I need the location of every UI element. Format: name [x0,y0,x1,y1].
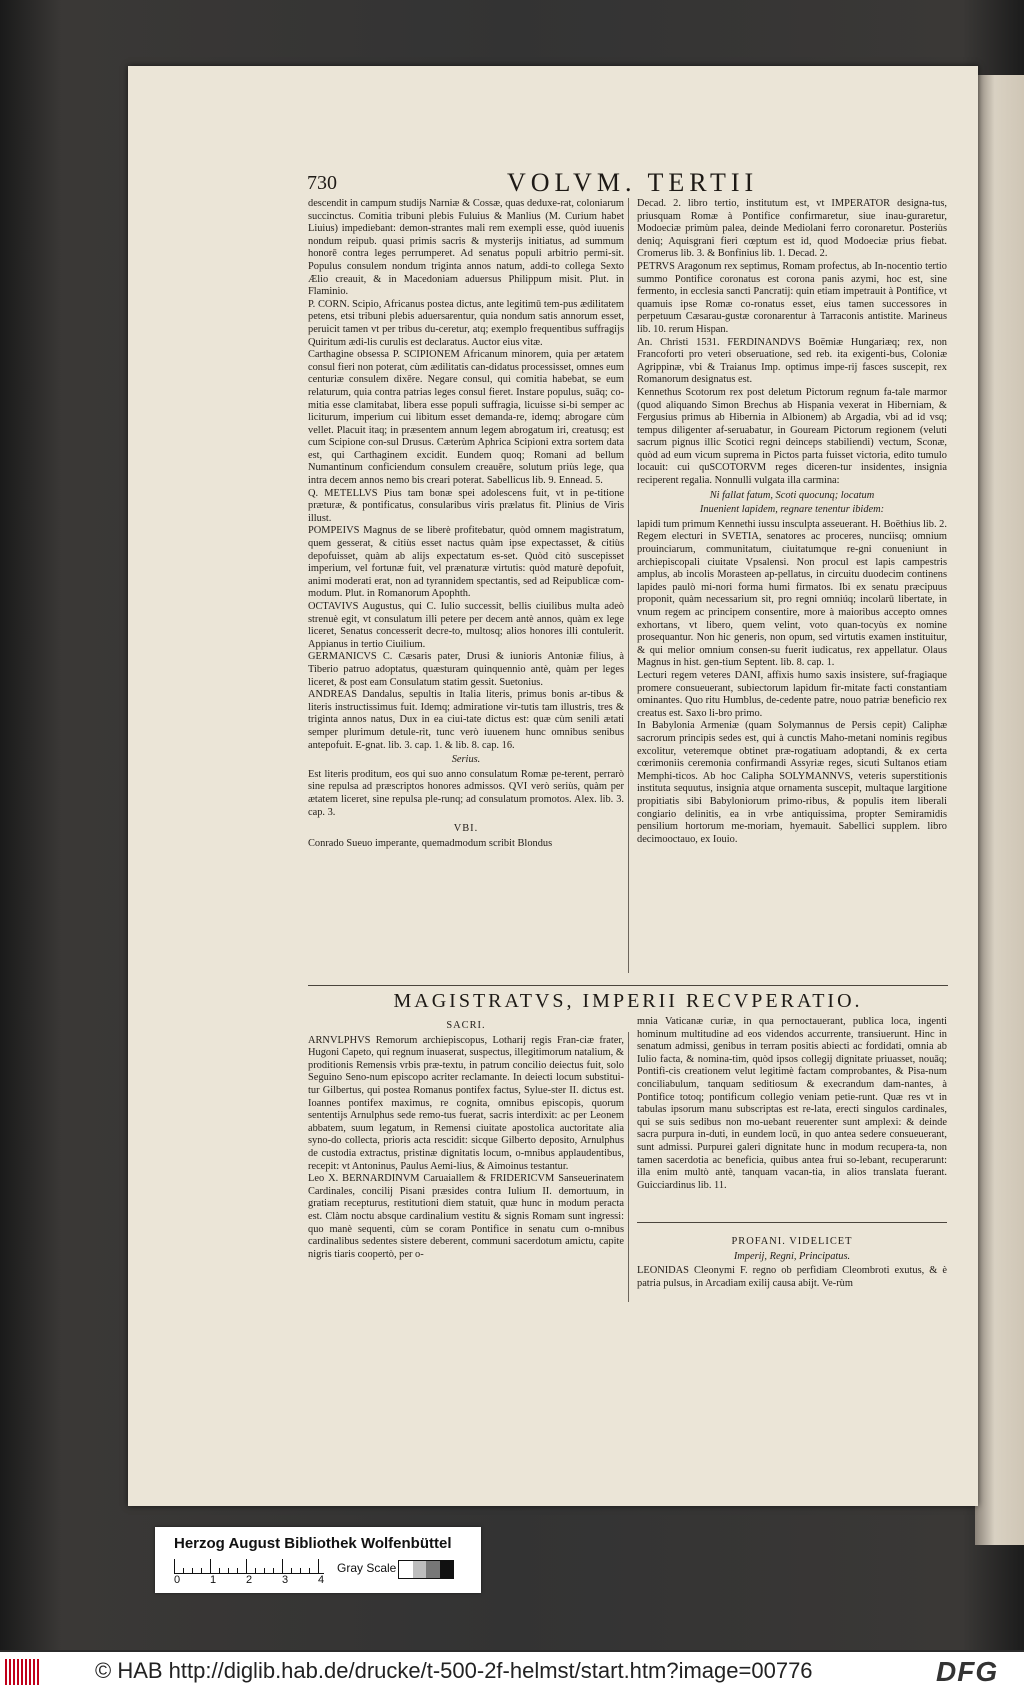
library-label: Herzog August Bibliothek Wolfenbüttel 0 1 2 3 4 Gray Scale [155,1527,481,1593]
paragraph: ANDREAS Dandalus, sepultis in Italia literis, primus bonis ar-tibus & literis instructissimus fuit. Idemq; admiratione vir-tutis tam illustris, tres & triginta annos natus, Dux in ea ciui-tate dictus est: quæ cùm senili ætati semper plurimum detule-rit, tunc verò iuuenem hunc omnibus senibus antepofuit. E-gnat. lib. 3. cap. 1. & lib. 8. cap. 16. [308,689,624,751]
gray-swatch [413,1561,427,1578]
footer-bar [0,1652,1024,1690]
paragraph: Leo X. BERNARDINVM Caruaiallem & FRIDERICVM Sanseuerinatem Cardinales, concilij Pisani præsides contra Iulium II. demortuum, in gratiam recepturus, restitutioni diem statuit, quæ hunc in modum peracta est. Clàm noctu absque cardinalium vestitu & signis Romam sunt ingressi: quo manè sequenti, cùm se coram Pontifice in senatu cum o-mnibus cardinalibus sedentes sistere deberent, communi sacerdotum amictu, capite nigris tiaris coopertò, per o- [308,1173,624,1260]
next-page-edge [975,75,1024,1545]
ruler-scale [174,1559,324,1574]
subheading: Serius. [451,754,481,766]
paragraph: LEONIDAS Cleonymi F. regno ob perfidiam Cleombroti exutus, & è patria pulsus, in Arcadiam exilij causa abijt. Ve-rùm [637,1265,947,1289]
paragraph: Regem electuri in SVETIA, senatores ac proceres, nunciisq; omnium prouinciarum, communitatum, ciuitatumque re-gni conueniunt in archiepiscopali ciuitate Vpsalensi. Non procul est lapis campestris amplus, ab incolis Morasteen ap-pellatus, in circuitu duodecim continens lapides paulò mi-nori forma humi firmatos. Ibi ex senatu præcipuus proponit, quàm necessarium sit, pro regni omniúq; incolarū libertate, in vnum regem ac principem consentire, more à maioribus accepto omnes exhortans, vt libero, quem velint, voto quan-tocyùs ex nomine prosequantur. Non hic generis, non opum, sed virtutis examen instituitur, & qui melior omnium consen-su fuerit iudicatus, rex appellatur. Olaus Magnus in hist. gen-tium Septent. lib. 8. cap. 1. [637,531,947,669]
paragraph: PETRVS Aragonum rex septimus, Romam profectus, ab In-nocentio tertio summo Pontifice coronatus est corona panis azymi, hoc est, sine fermento, in ecclesia sancti Pancratij: quin etiam impetrauit à Pontifice, vt quamuis ipse Romæ co-ronatus esset, eius tamen successores in perpetuum Cæsarau-gustæ coronarentur à Tarraconis antistite. Marineus lib. 10. rerum Hispan. [637,260,947,335]
paragraph: Conrado Sueuo imperante, quemadmodum scribit Blondus [308,837,553,849]
section-title: MAGISTRATVS, IMPERII RECVPERATIO. [393,990,863,1012]
library-name: Herzog August Bibliothek Wolfenbüttel [174,1535,452,1552]
paragraph: GERMANICVS C. Cæsaris pater, Drusi & iunioris Antoniæ filius, à Tiberio patruo adoptatus, quæsturam quinquennio antè, quàm per leges liceret, & post eam Consulatum statim gessit. Suetonius. [308,651,624,688]
section-heading: PROFANI. VIDELICET [731,1236,853,1247]
paragraph: Lecturi regem veteres DANI, affixis humo saxis insistere, suf-fragiaque promere consueuerant, subiectorum lapidum fir-mitate facti constantiam ominantes. Quo ritu Humblus, de-cedente patre, nouo patriæ beneficio rex creatus est. Saxo li-bro primo. [637,669,947,719]
right-column-bottom-2 [637,1232,947,1290]
right-column-top [637,198,947,846]
verse-line: Inuenient lapidem, regnare tenentur ibidem: [699,504,885,516]
gray-swatch [399,1561,413,1578]
column-divider [628,198,629,973]
paragraph: In Babylonia Armeniæ (quam Solymannus de Persis cepit) Caliphæ sacrorum principis sedes est, qui à cunctis Maho-metani nominis regibus excolitur, veteremque obtinet præ-rogatiuam adoptandi, & ex certa cœrimoniis ceremonia confirmandi Assyriæ reges, sicuti Sultanos etiam Memphi-ticos. Ab hoc Calipha SOLYMANNVS, veteris superstitionis instituta sequutus, insignia atque ornamenta suscepit, multaque largitione propitiatis sibi Babyloniorum primo-ribus, & populis item liberali congiario delinitis, ea in vrbe antiquissima, propter Semiramidis pensilium hortorum me-moriam, hyemauit. Sabellici supplem. libro decimooctauo, ex Iouio. [637,720,947,845]
page-number: 730 [307,172,337,194]
right-column-bottom [637,1016,947,1192]
gray-scale-swatches [398,1560,454,1579]
paragraph: lapidi tum primum Kennethi iussu insculpta asseuerant. H. Boëthius lib. 2. [637,518,947,530]
left-column-top [308,198,624,850]
dfg-logo: DFG [936,1656,999,1687]
barcode-icon [5,1659,45,1685]
paragraph: An. Christi 1531. FERDINANDVS Boëmiæ Hungariæq; rex, non Francoforti pro veteri obseruatione, sed reb. ita exigenti-bus, Coloniæ Agrippinæ, vbi & Traianus Imp. optimus impe-rij fasces suscepit, rex Romanorum designatus est. [637,336,947,386]
paragraph: ARNVLPHVS Remorum archiepiscopus, Lotharij regis Fran-ciæ frater, Hugoni Capeto, qui regnum inuaserat, suspectus, illegitimorum natalium, & proditionis Remensis vrbis præ-textu, in patrum concilio deiectus fuit, solo Seguino Seno-num episcopo acriter reclamante. In deiecti locum substitui-tur Gilbertus, qui postea Romanus pontifex factus, Sylue-ster II. dictus est. Ioannes pontifex maximus, re cognita, omnibus episcopis, quorum sententijs Arnulphus sede remo-tus fuerat, sacris interdixit: ac per Leonem abbatem, suum legatum, in Remensi ciuitate apostolica auctoritate alia syno-do collecta, prioris acta rescidit: sicque Gilberto deposito, Arnulphus de custodia extractus, pristinæ dignitatis locum, o-mnibus applaudentibus, recepit: vt Antoninus, Paulus Aemi-lius, & Aimoinus testantur. [308,1034,624,1172]
gray-scale-label: Gray Scale [337,1561,397,1575]
column-divider [628,1032,629,1302]
page-header [307,168,947,198]
subheading: Imperij, Regni, Principatus. [733,1250,851,1262]
paragraph: POMPEIVS Magnus de se liberè profitebatur, quòd omnem magistratum, quem gesserat, & citiùs esset nactus quàm ipse expectasset, & citiùs depofuisset, quàm ab alijs expectatum es-set. Quòd citò suscepisset imperium, vel fortunæ fuit, vel prænaturæ virtutis: quòd maturè depofuit, animi moderati erat, non ad tyrannidem spectantis, sed ad Reipublicæ com-modum. Plut. in Romanorum Apophth. [308,525,624,600]
running-head: VOLVM. TERTII [507,168,759,197]
section-heading: VBI. [453,823,479,835]
paragraph: Kennethus Scotorum rex post deletum Pictorum regnum fa-tale marmor (quod aliquando Simon Brechus ab Hispania vexerat in Hiberniam, & Fergusius primus ab Hibernia in Albionem) ab Argadia, vbi ad id vsq; tempus diligenter af-seruabatur, in Gouream Pictorum regionem (veluti sacrum pignus illic Scotici regni deinceps stabiliendi) vectum, Sconæ, quòd ad eum vicum suprema in Pictos parta fuisset victoria, edito tumulo locauit: cui quSCOTORVM reges diceren-tur insidentes, insignia reciperent regalia. Nonnulli vulgata illa carmina: [637,386,947,487]
paragraph: P. CORN. Scipio, Africanus postea dictus, ante legitimū tem-pus ædilitatem petens, etsi tribuni plebis aduersarentur, quia nondum satis annorum esset, peruicit tamen vt per tribus du-ceretur, atq; exemplo frequentibus suffragijs Quiritum ædi-lis curulis est declaratus. Auctor eius vitæ. [308,298,624,348]
left-column-bottom [308,1016,624,1261]
section-heading: SACRI. [446,1020,486,1031]
paragraph: Est literis proditum, eos qui suo anno consulatum Romæ pe-terent, perrarò sine repulsa ad præscriptos honores admissos. QVI verò seriùs, quàm per ætatem liceret, sine repulsa ple-runq; ad consulatum promotos. Alex. lib. 3. cap. 3. [308,768,624,818]
paragraph: Decad. 2. libro tertio, institutum est, vt IMPERATOR designa-tus, priusquam Romæ à Pontifice confirmaretur, siue inau-guraretur, Modoeciæ primùm palea, deinde Mediolani ferro coronaretur. Posteriùs deniq; Aquisgrani fieri cœptum est id, quod Modoeciæ prius fiebat. Cromerus lib. 3. & Bonfinius lib. 1. Decad. 2. [637,198,947,260]
horizontal-rule [308,985,948,986]
verse-line: Ni fallat fatum, Scoti quocunq; locatum [709,489,875,501]
paragraph: descendit in campum studijs Narniæ & Cossæ, quas deduxe-rat, coloniarum succinctus. Comitia tribuni plebis Fuluius & Manlius (M. Curium habet Liuius) impediebant: demon-strantes mali rem exempli esse, quòd iuuenis nondum reipub. quasi primis sacris & mysterijs initiatus, ad summum honorē contra leges perrumperet. Ad senatus populi arbitrio permi-sit. Populus consulem nondum triginta annos natum, addi-to collega Sexto Ælio creauit, & in Macedoniam aduersus Philippum misit. Plut. in Flaminio. [308,198,624,298]
gray-swatch [426,1561,440,1578]
gray-swatch [440,1561,454,1578]
paragraph: Q. METELLVS Pius tam bonæ spei adolescens fuit, vt in pe-titione præturæ, & pontificatus, consularibus viris prælatus fit. Plinius de Viris illust. [308,487,624,524]
horizontal-rule [637,1222,947,1223]
paragraph: Carthagine obsessa P. SCIPIONEM Africanum minorem, quia per ætatem consul fieri non poterat, cùm ædilitatis can-didatus processisset, omnes eum centuriæ consulem dixēre. Negare consul, qui comitia habebat, se eum relaturum, quia contra patrias leges consul fieret. Instare populus, suāq; co-mitia esse clamitabat, libera esse populi suffragia, licuisse si-bi semper ac liciturum, imperium cui libitum esset demanda-re, idemq; abrogare cùm vellet. Placuit itaq; in præsentem annum legem abrogatum iri, creatusq; est cum Scipione con-sul Drusus. Cæterùm Aphrica Scipioni extra sortem data est, qui Carthaginem excidit. Eundem quoq; Romani ad bellum Numantinum conficiendum consulem creauēre, solutum priùs lege, qua intra decem annos nemo bis creari poterat. Sabellicus lib. 9. Ennead. 5. [308,349,624,487]
paragraph: OCTAVIVS Augustus, qui C. Iulio successit, bellis ciuilibus multa adeò strenuè egit, vt consulatum illi petere per decem antè annos, quàm ex lege liceret, Senatus concesserit decre-to, multosq; alios honores illi contulerit. Appianus in tertio Ciuilium. [308,601,624,650]
paragraph: mnia Vaticanæ curiæ, in qua pernoctauerant, publica loca, ingenti hominum multitudine ad eos videndos accurrente, transiuerunt. Hinc in senatum admissi, genibus in terram positis abiecti ac fordidati, omnia ab Iulio facta, & nomina-tim, quòd ipsos collegij dignitate priuasset, nouāq; Pontifi-cis creationem velut legitimè factam comprobantes, & Pisa-num conciliabulum, tanquam seditiosum & execrandum dam-nantes, à Pontifice totoq; pontificum collegio veniam petie-runt. Quæ res vt in tabulas ipsorum manu subscriptas est re-lata, erecti singulos cardinales, qui se suis sedibus non mo-uebant reuerenter sunt amplexi: & deinde sacra purpura in-duti, in eundem locū, in quo antea sedere consueuerant, sunt admissi. Purpurei galeri dignitate hunc in modum recupera-ta, non tamen sacerdotia ac beneficia, quibus antea frui so-lebant, recuperarunt: illa enim multò antè, tanquam vacan-tia, in alios translata fuerant. Guicciardinus lib. 11. [637,1016,947,1191]
footer-url-text[interactable]: © HAB http://diglib.hab.de/drucke/t-500-2f-helmst/start.htm?image=00776 [95,1658,813,1683]
